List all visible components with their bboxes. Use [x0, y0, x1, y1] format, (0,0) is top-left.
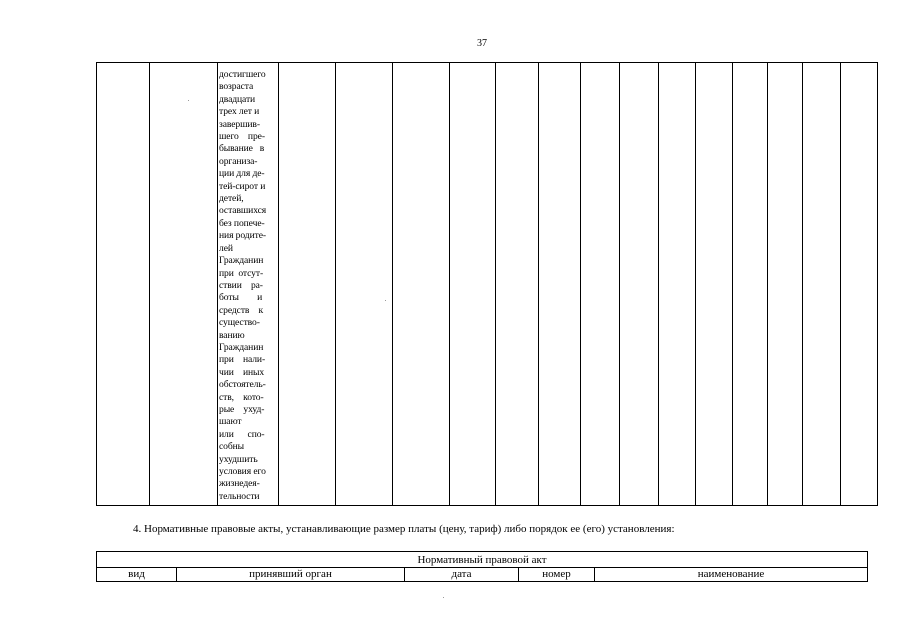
- table-column-divider: [335, 63, 336, 505]
- cell-text-line: организа-: [219, 155, 258, 167]
- table-column-divider: [732, 63, 733, 505]
- acts-column-header: принявший орган: [177, 568, 405, 582]
- cell-text-line: двадцати: [219, 93, 256, 105]
- cell-text-line: шают: [219, 416, 242, 428]
- acts-table-title: Нормативный правовой акт: [97, 552, 867, 568]
- cell-text-line: собны: [219, 441, 245, 453]
- table-column-divider: [802, 63, 803, 505]
- table-column-divider: [580, 63, 581, 505]
- services-table: [96, 62, 878, 506]
- recipient-category-cell: [219, 69, 277, 503]
- cell-text-line: тельности: [219, 490, 260, 502]
- cell-text-line: ств, кото-: [219, 391, 264, 403]
- table-column-divider: [658, 63, 659, 505]
- cell-text-line: чии иных: [219, 366, 265, 378]
- table-column-divider: [695, 63, 696, 505]
- cell-text-line: тей-сирот и: [219, 180, 266, 192]
- table-column-divider: [840, 63, 841, 505]
- table-column-divider: [619, 63, 620, 505]
- cell-text-line: возраста: [219, 81, 254, 93]
- cell-text-line: условия его: [219, 466, 266, 477]
- cell-text-line: боты и: [219, 292, 263, 304]
- acts-column-header: дата: [405, 568, 519, 582]
- page-number: 37: [477, 38, 487, 49]
- normative-acts-table: [96, 551, 868, 582]
- cell-text-line: при отсут-: [219, 267, 264, 279]
- cell-text-line: рые ухуд-: [219, 403, 265, 415]
- cell-text-line: Гражданин: [219, 341, 264, 353]
- table-column-divider: [278, 63, 279, 505]
- cell-text-line: или спо-: [219, 428, 265, 440]
- cell-text-line: лей: [219, 242, 233, 254]
- cell-text-line: трех лет и: [219, 106, 260, 118]
- section-heading: 4. Нормативные правовые акты, устанавливающие размер платы (цену, тариф) либо порядок ее (его) установления:: [133, 523, 675, 535]
- cell-text-line: оставшихся: [219, 205, 267, 217]
- cell-text-line: Гражданин: [219, 255, 264, 267]
- cell-text-line: ствии ра-: [219, 279, 263, 291]
- table-column-divider: [538, 63, 539, 505]
- scan-speck: [188, 100, 189, 101]
- cell-text-line: ванию: [219, 329, 245, 341]
- cell-text-line: ции для де-: [219, 168, 265, 180]
- acts-column-header: вид: [97, 568, 177, 582]
- cell-text-line: средств к: [219, 304, 264, 316]
- table-column-divider: [449, 63, 450, 505]
- cell-text-line: существо-: [219, 317, 260, 329]
- scan-speck: [443, 597, 444, 598]
- table-column-divider: [149, 63, 150, 505]
- cell-text-line: обстоятель-: [219, 379, 266, 391]
- cell-text-line: без попече-: [219, 217, 265, 229]
- cell-text-line: завершив-: [219, 118, 260, 130]
- cell-text-line: при нали-: [219, 354, 266, 366]
- table-column-divider: [392, 63, 393, 505]
- scan-speck: [385, 300, 386, 301]
- table-column-divider: [767, 63, 768, 505]
- acts-column-header: наименование: [697, 568, 765, 580]
- table-column-divider: [217, 63, 218, 505]
- cell-text-line: бывание в: [219, 143, 265, 155]
- table-column-divider: [495, 63, 496, 505]
- cell-text-line: шего пре-: [219, 131, 265, 143]
- cell-text-line: ухудшить: [219, 453, 258, 465]
- cell-text-line: ния родите-: [219, 230, 266, 242]
- cell-text-line: жизнедея-: [219, 478, 260, 490]
- acts-column-header: номер: [519, 568, 595, 582]
- cell-text-line: детей,: [219, 193, 244, 205]
- cell-text-line: достигшего: [219, 69, 266, 80]
